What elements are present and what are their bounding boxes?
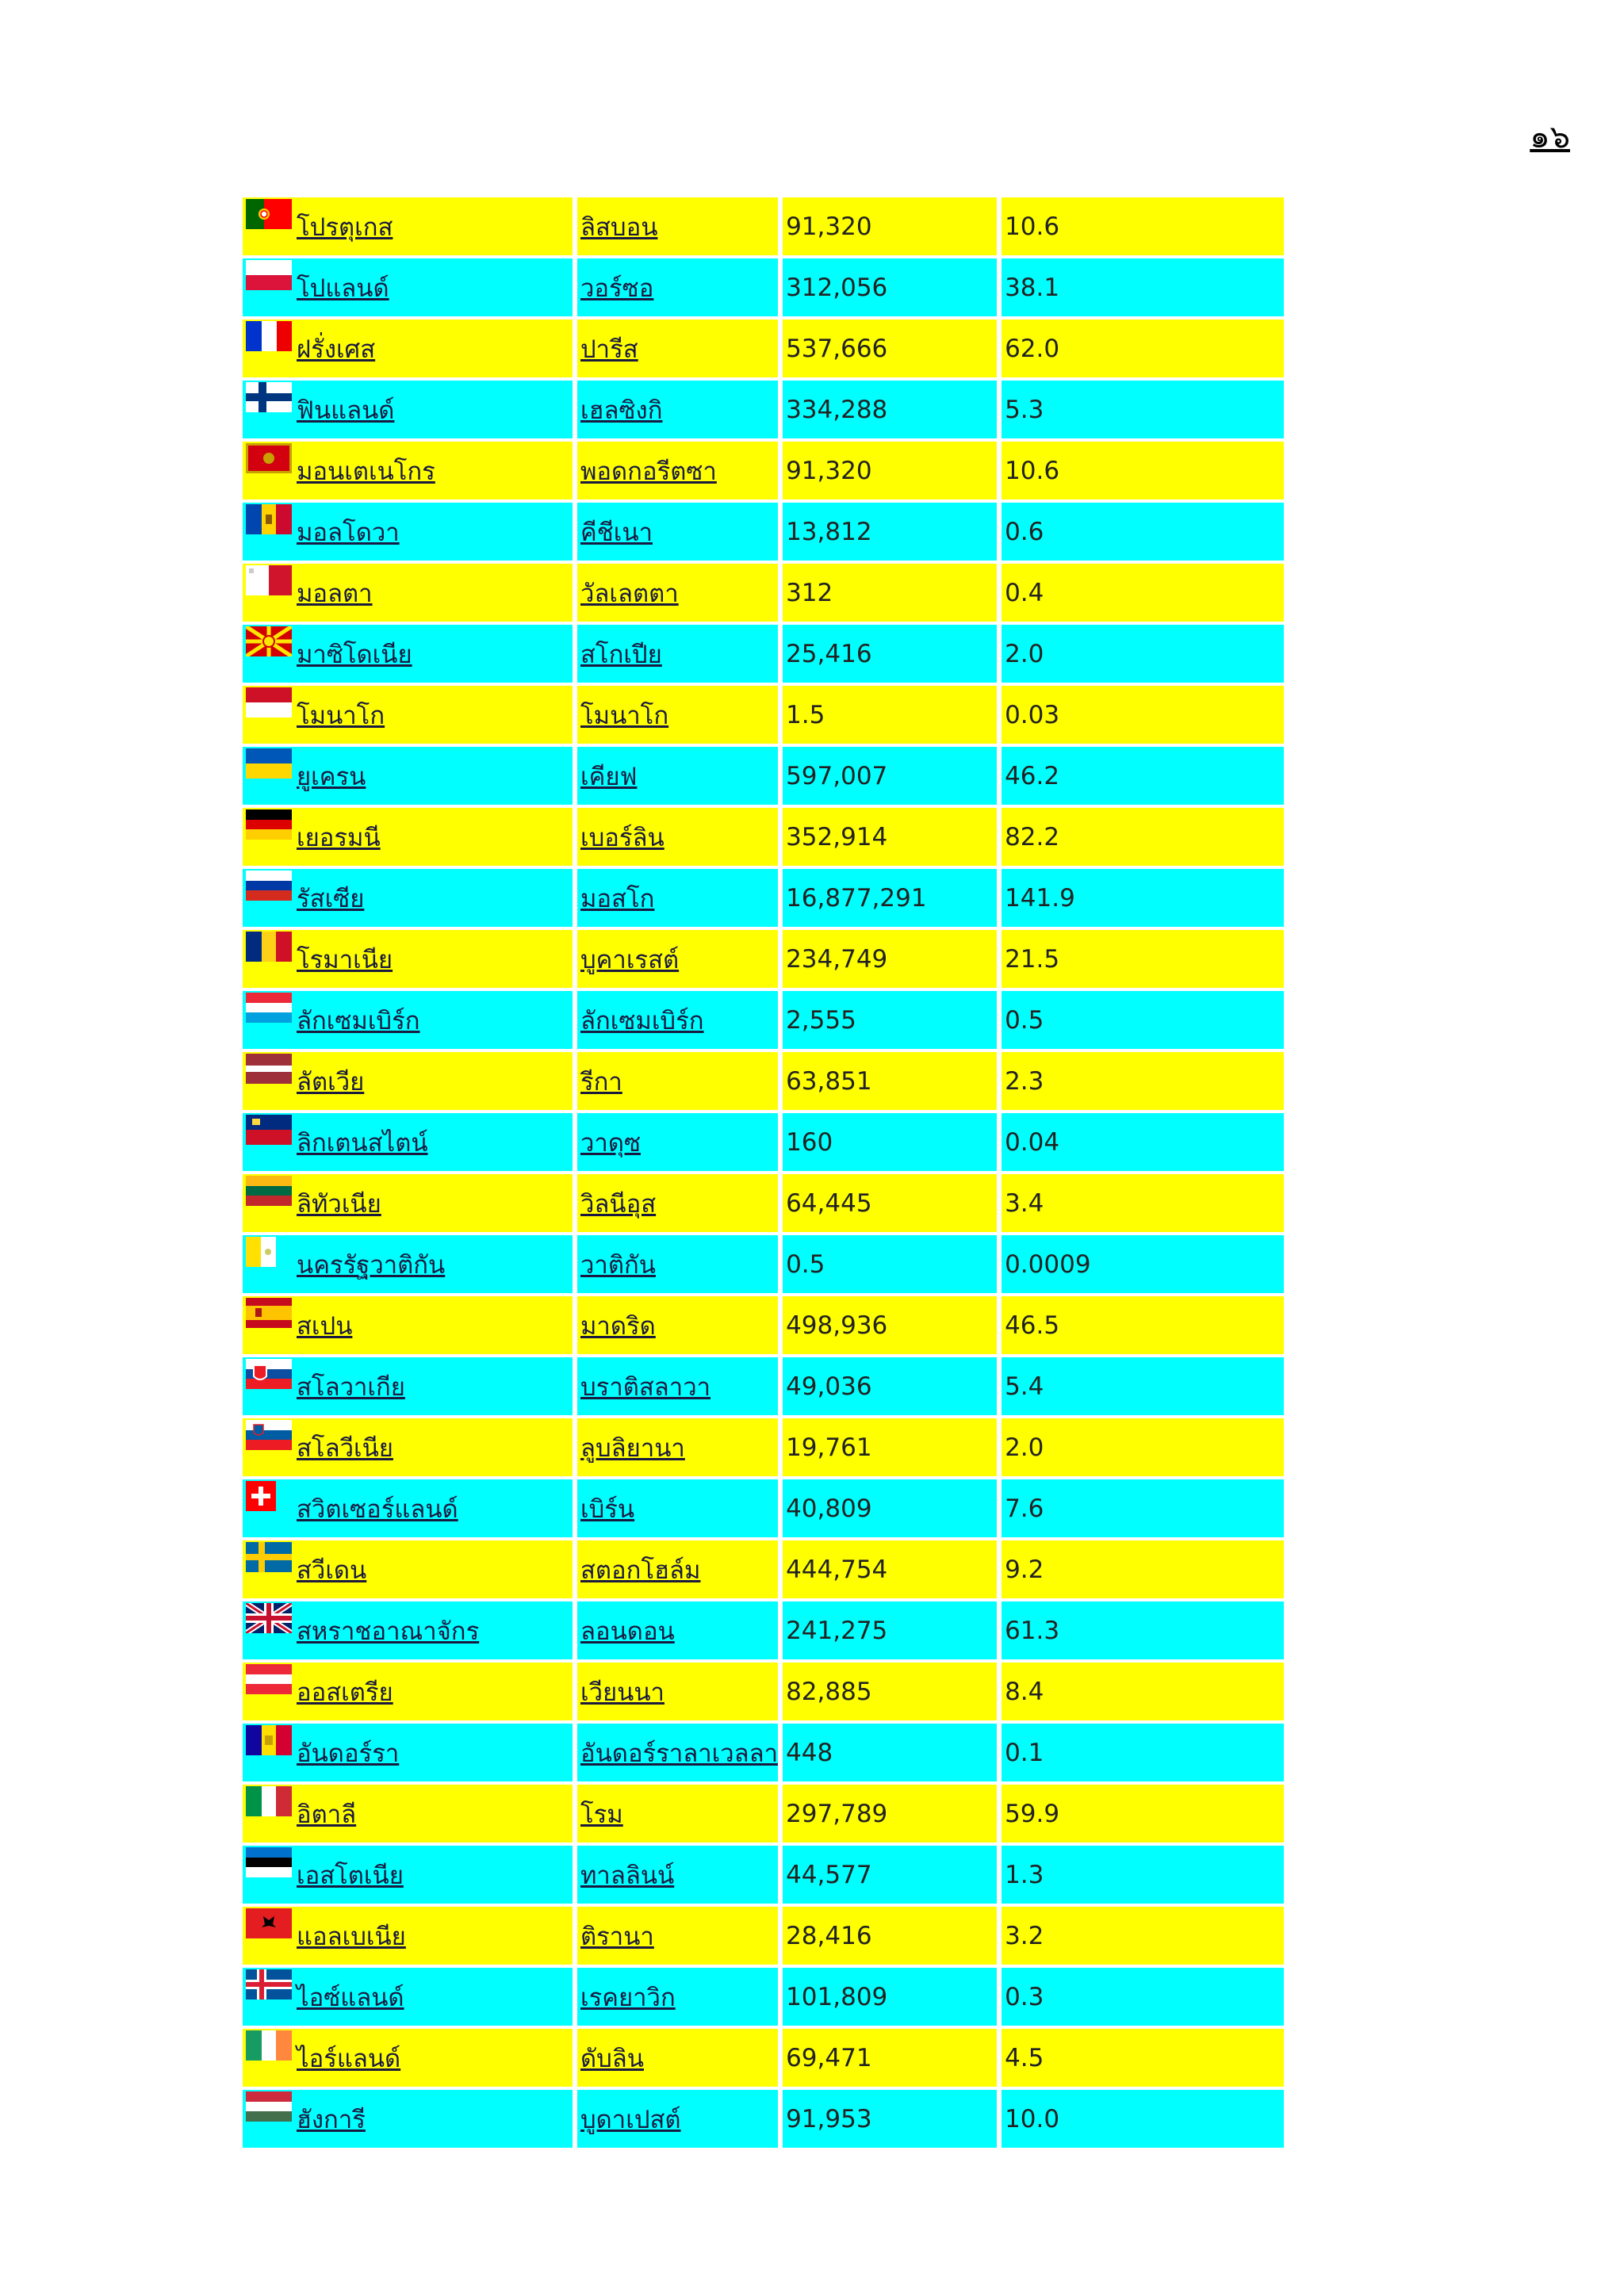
capital-cell [577,197,778,258]
area-cell: 2,555 [783,991,997,1052]
table-row [243,1174,1284,1235]
country-link[interactable]: สเปน [297,1311,353,1341]
liechtenstein-flag-icon [246,1115,292,1145]
capital-link[interactable]: รีกา [580,1067,622,1096]
population-cell: 5.3 [1002,381,1284,442]
country-cell [243,1235,573,1296]
capital-cell [577,1357,778,1418]
country-cell [243,442,573,503]
area-cell: 297,789 [783,1785,997,1846]
capital-cell [577,1296,778,1357]
albania-flag-icon [246,1908,292,1938]
area-cell: 49,036 [783,1357,997,1418]
country-link[interactable]: ฟินแลนด์ [297,396,395,425]
capital-link[interactable]: เคียฟ [580,762,638,791]
capital-link[interactable]: เรคยาวิก [580,1983,676,2012]
area-cell: 312,056 [783,258,997,320]
area-cell: 537,666 [783,320,997,381]
country-link[interactable]: ลัตเวีย [297,1067,365,1096]
area-cell: 101,809 [783,1968,997,2029]
capital-link[interactable]: บราติสลาวา [580,1372,711,1402]
country-table-container [243,197,1289,2151]
country-cell [243,808,573,869]
country-link[interactable]: อันดอร์รา [297,1739,400,1768]
population-cell: 4.5 [1002,2029,1284,2090]
capital-cell [577,1418,778,1479]
country-link[interactable]: สหราชอาณาจักร [297,1617,480,1646]
area-cell: 19,761 [783,1418,997,1479]
area-cell: 13,812 [783,503,997,564]
capital-cell [577,930,778,991]
austria-flag-icon [246,1664,292,1694]
country-link[interactable]: โปรตุเกส [297,212,393,242]
page-number: ๑๖ [1530,119,1570,155]
capital-link[interactable]: ลูบลิยานา [580,1433,685,1463]
population-cell: 0.6 [1002,503,1284,564]
country-link[interactable]: อิตาลี [297,1800,357,1829]
population-cell: 21.5 [1002,930,1284,991]
country-cell [243,1601,573,1663]
table-row [243,1907,1284,1968]
area-cell: 16,877,291 [783,869,997,930]
spain-flag-icon [246,1298,292,1328]
table-row [243,1052,1284,1113]
country-cell [243,320,573,381]
country-link[interactable]: ฮังการี [297,2105,366,2134]
slovakia-flag-icon [246,1359,292,1389]
table-row [243,808,1284,869]
capital-cell [577,1846,778,1907]
area-cell: 91,320 [783,197,997,258]
country-cell [243,1296,573,1357]
country-cell [243,625,573,686]
table-row [243,1601,1284,1663]
area-cell: 241,275 [783,1601,997,1663]
country-link[interactable]: รัสเซีย [297,884,365,913]
estonia-flag-icon [246,1847,292,1877]
country-link[interactable]: ลักเซมเบิร์ก [297,1006,420,1035]
ireland-flag-icon [246,2030,292,2061]
country-cell [243,747,573,808]
country-link[interactable]: ฝรั่งเศส [297,335,376,364]
capital-link[interactable]: บูดาเปสต์ [580,2105,681,2134]
country-cell [243,1113,573,1174]
capital-cell [577,1724,778,1785]
capital-link[interactable]: วอร์ซอ [580,274,654,303]
population-cell: 9.2 [1002,1540,1284,1601]
population-cell: 3.2 [1002,1907,1284,1968]
population-cell: 8.4 [1002,1663,1284,1724]
area-cell: 0.5 [783,1235,997,1296]
country-cell [243,1846,573,1907]
capital-link[interactable]: ปารีส [580,335,638,364]
table-row [243,1357,1284,1418]
capital-cell [577,747,778,808]
capital-cell [577,1785,778,1846]
country-cell [243,869,573,930]
slovenia-flag-icon [246,1420,292,1450]
table-row [243,1479,1284,1540]
table-row [243,1968,1284,2029]
capital-link[interactable]: พอดกอรีตซา [580,457,717,486]
country-link[interactable]: สวิตเซอร์แลนด์ [297,1494,458,1524]
portugal-flag-icon [246,199,292,229]
france-flag-icon [246,321,292,351]
country-cell [243,2029,573,2090]
capital-link[interactable]: วิลนีอุส [580,1189,657,1219]
table-row [243,320,1284,381]
country-cell [243,1907,573,1968]
table-row [243,1663,1284,1724]
country-link[interactable]: ไอซ์แลนด์ [297,1983,404,2012]
population-cell: 2.0 [1002,625,1284,686]
country-link[interactable]: สโลวาเกีย [297,1372,405,1402]
table-row [243,381,1284,442]
population-cell: 1.3 [1002,1846,1284,1907]
area-cell: 63,851 [783,1052,997,1113]
capital-cell [577,1968,778,2029]
capital-cell [577,1235,778,1296]
sweden-flag-icon [246,1542,292,1572]
country-table [238,197,1289,2151]
population-cell: 10.0 [1002,2090,1284,2151]
capital-link[interactable]: เบิร์น [580,1494,635,1524]
population-cell: 5.4 [1002,1357,1284,1418]
capital-link[interactable]: ลิสบอน [580,212,658,242]
population-cell: 0.1 [1002,1724,1284,1785]
area-cell: 91,320 [783,442,997,503]
country-link[interactable]: ออสเตรีย [297,1678,393,1707]
country-cell [243,564,573,625]
country-link[interactable]: มอนเตเนโกร [297,457,435,486]
country-cell [243,1785,573,1846]
ukraine-flag-icon [246,748,292,779]
capital-cell [577,1601,778,1663]
population-cell: 0.5 [1002,991,1284,1052]
population-cell: 61.3 [1002,1601,1284,1663]
iceland-flag-icon [246,1969,292,1999]
population-cell: 0.4 [1002,564,1284,625]
capital-link[interactable]: ดับลิน [580,2044,644,2073]
capital-cell [577,1663,778,1724]
capital-link[interactable]: เวียนนา [580,1678,665,1707]
country-cell [243,1052,573,1113]
capital-link[interactable]: วาดุซ [580,1128,641,1158]
capital-link[interactable]: ทาลลินน์ [580,1861,675,1890]
table-row [243,503,1284,564]
population-cell: 82.2 [1002,808,1284,869]
population-cell: 0.0009 [1002,1235,1284,1296]
macedonia-flag-icon [246,626,292,656]
capital-cell [577,1479,778,1540]
table-row [243,2029,1284,2090]
capital-link[interactable]: โรม [580,1800,623,1829]
country-link[interactable]: โปแลนด์ [297,274,389,303]
andorra-flag-icon [246,1725,292,1755]
table-row [243,1785,1284,1846]
moldova-flag-icon [246,504,292,534]
table-row [243,1113,1284,1174]
area-cell: 64,445 [783,1174,997,1235]
country-link[interactable]: เยอรมนี [297,823,381,852]
russia-flag-icon [246,871,292,901]
capital-cell [577,991,778,1052]
country-cell [243,930,573,991]
population-cell: 0.04 [1002,1113,1284,1174]
country-cell [243,1479,573,1540]
table-row [243,930,1284,991]
table-row [243,564,1284,625]
table-row [243,869,1284,930]
population-cell: 10.6 [1002,197,1284,258]
country-cell [243,1174,573,1235]
capital-cell [577,320,778,381]
country-link[interactable]: สวีเดน [297,1556,367,1585]
area-cell: 352,914 [783,808,997,869]
capital-link[interactable]: วาติกัน [580,1250,656,1280]
finland-flag-icon [246,382,292,412]
population-cell: 46.5 [1002,1296,1284,1357]
country-link[interactable]: ไอร์แลนด์ [297,2044,401,2073]
montenegro-flag-icon [246,443,292,473]
capital-cell [577,686,778,747]
capital-link[interactable]: คีชีเนา [580,518,653,547]
country-link[interactable]: ลิกเตนสไตน์ [297,1128,428,1158]
country-link[interactable]: เอสโตเนีย [297,1861,404,1890]
table-row [243,2090,1284,2151]
area-cell: 312 [783,564,997,625]
capital-cell [577,1113,778,1174]
capital-link[interactable]: เบอร์ลิน [580,823,665,852]
capital-link[interactable]: โมนาโก [580,701,669,730]
vatican-flag-icon [246,1237,292,1267]
country-link[interactable]: โรมาเนีย [297,945,393,974]
capital-link[interactable]: บูคาเรสต์ [580,945,680,974]
poland-flag-icon [246,260,292,290]
country-link[interactable]: มอลโดวา [297,518,400,547]
capital-cell [577,869,778,930]
monaco-flag-icon [246,687,292,718]
table-row [243,1418,1284,1479]
germany-flag-icon [246,809,292,840]
capital-link[interactable]: สโกเปีย [580,640,662,669]
capital-link[interactable]: ลอนดอน [580,1617,675,1646]
country-cell [243,503,573,564]
population-cell: 3.4 [1002,1174,1284,1235]
table-row [243,442,1284,503]
capital-cell [577,1907,778,1968]
area-cell: 82,885 [783,1663,997,1724]
country-link[interactable]: ลิทัวเนีย [297,1189,381,1219]
table-row [243,686,1284,747]
capital-cell [577,2090,778,2151]
population-cell: 38.1 [1002,258,1284,320]
population-cell: 59.9 [1002,1785,1284,1846]
area-cell: 448 [783,1724,997,1785]
table-row [243,747,1284,808]
capital-link[interactable]: ติรานา [580,1922,654,1951]
area-cell: 91,953 [783,2090,997,2151]
malta-flag-icon [246,565,292,595]
country-cell [243,2090,573,2151]
luxembourg-flag-icon [246,993,292,1023]
capital-link[interactable]: มอสโก [580,884,655,913]
capital-cell [577,564,778,625]
capital-cell [577,1052,778,1113]
lithuania-flag-icon [246,1176,292,1206]
country-cell [243,197,573,258]
area-cell: 597,007 [783,747,997,808]
country-cell [243,686,573,747]
country-link[interactable]: โมนาโก [297,701,385,730]
population-cell: 2.0 [1002,1418,1284,1479]
italy-flag-icon [246,1786,292,1816]
area-cell: 444,754 [783,1540,997,1601]
country-cell [243,1724,573,1785]
capital-cell [577,503,778,564]
table-row [243,1846,1284,1907]
table-row [243,1296,1284,1357]
capital-cell [577,442,778,503]
country-cell [243,1968,573,2029]
population-cell: 62.0 [1002,320,1284,381]
capital-cell [577,808,778,869]
population-cell: 141.9 [1002,869,1284,930]
area-cell: 69,471 [783,2029,997,2090]
area-cell: 334,288 [783,381,997,442]
table-row [243,1235,1284,1296]
table-row [243,1724,1284,1785]
population-cell: 46.2 [1002,747,1284,808]
population-cell: 10.6 [1002,442,1284,503]
switzerland-flag-icon [246,1481,292,1511]
area-cell: 28,416 [783,1907,997,1968]
table-row [243,258,1284,320]
country-cell [243,1418,573,1479]
population-cell: 2.3 [1002,1052,1284,1113]
capital-cell [577,1540,778,1601]
capital-link[interactable]: อันดอร์ราลาเวลลา [580,1739,779,1768]
area-cell: 498,936 [783,1296,997,1357]
country-link[interactable]: มอลตา [297,579,373,608]
country-cell [243,381,573,442]
capital-link[interactable]: เฮลซิงกิ [580,396,663,425]
country-link[interactable]: นครรัฐวาติกัน [297,1250,446,1280]
table-row [243,1540,1284,1601]
country-link[interactable]: สโลวีเนีย [297,1433,393,1463]
area-cell: 160 [783,1113,997,1174]
capital-cell [577,2029,778,2090]
country-cell [243,991,573,1052]
uk-flag-icon [246,1603,292,1633]
country-link[interactable]: แอลเบเนีย [297,1922,406,1951]
capital-cell [577,1174,778,1235]
table-row [243,197,1284,258]
romania-flag-icon [246,932,292,962]
country-cell [243,1540,573,1601]
hungary-flag-icon [246,2091,292,2122]
area-cell: 234,749 [783,930,997,991]
country-cell [243,1663,573,1724]
area-cell: 40,809 [783,1479,997,1540]
capital-cell [577,381,778,442]
capital-link[interactable]: มาดริด [580,1311,656,1341]
country-link[interactable]: ยูเครน [297,762,366,791]
country-cell [243,1357,573,1418]
population-cell: 0.3 [1002,1968,1284,2029]
capital-cell [577,258,778,320]
population-cell: 0.03 [1002,686,1284,747]
population-cell: 7.6 [1002,1479,1284,1540]
country-link[interactable]: มาซิโดเนีย [297,640,412,669]
capital-link[interactable]: สตอกโฮล์ม [580,1556,701,1585]
country-table-body [243,197,1284,2151]
area-cell: 25,416 [783,625,997,686]
capital-cell [577,625,778,686]
latvia-flag-icon [246,1054,292,1084]
capital-link[interactable]: ลักเซมเบิร์ก [580,1006,704,1035]
table-row [243,991,1284,1052]
area-cell: 1.5 [783,686,997,747]
table-row [243,625,1284,686]
area-cell: 44,577 [783,1846,997,1907]
country-cell [243,258,573,320]
capital-link[interactable]: วัลเลตตา [580,579,679,608]
